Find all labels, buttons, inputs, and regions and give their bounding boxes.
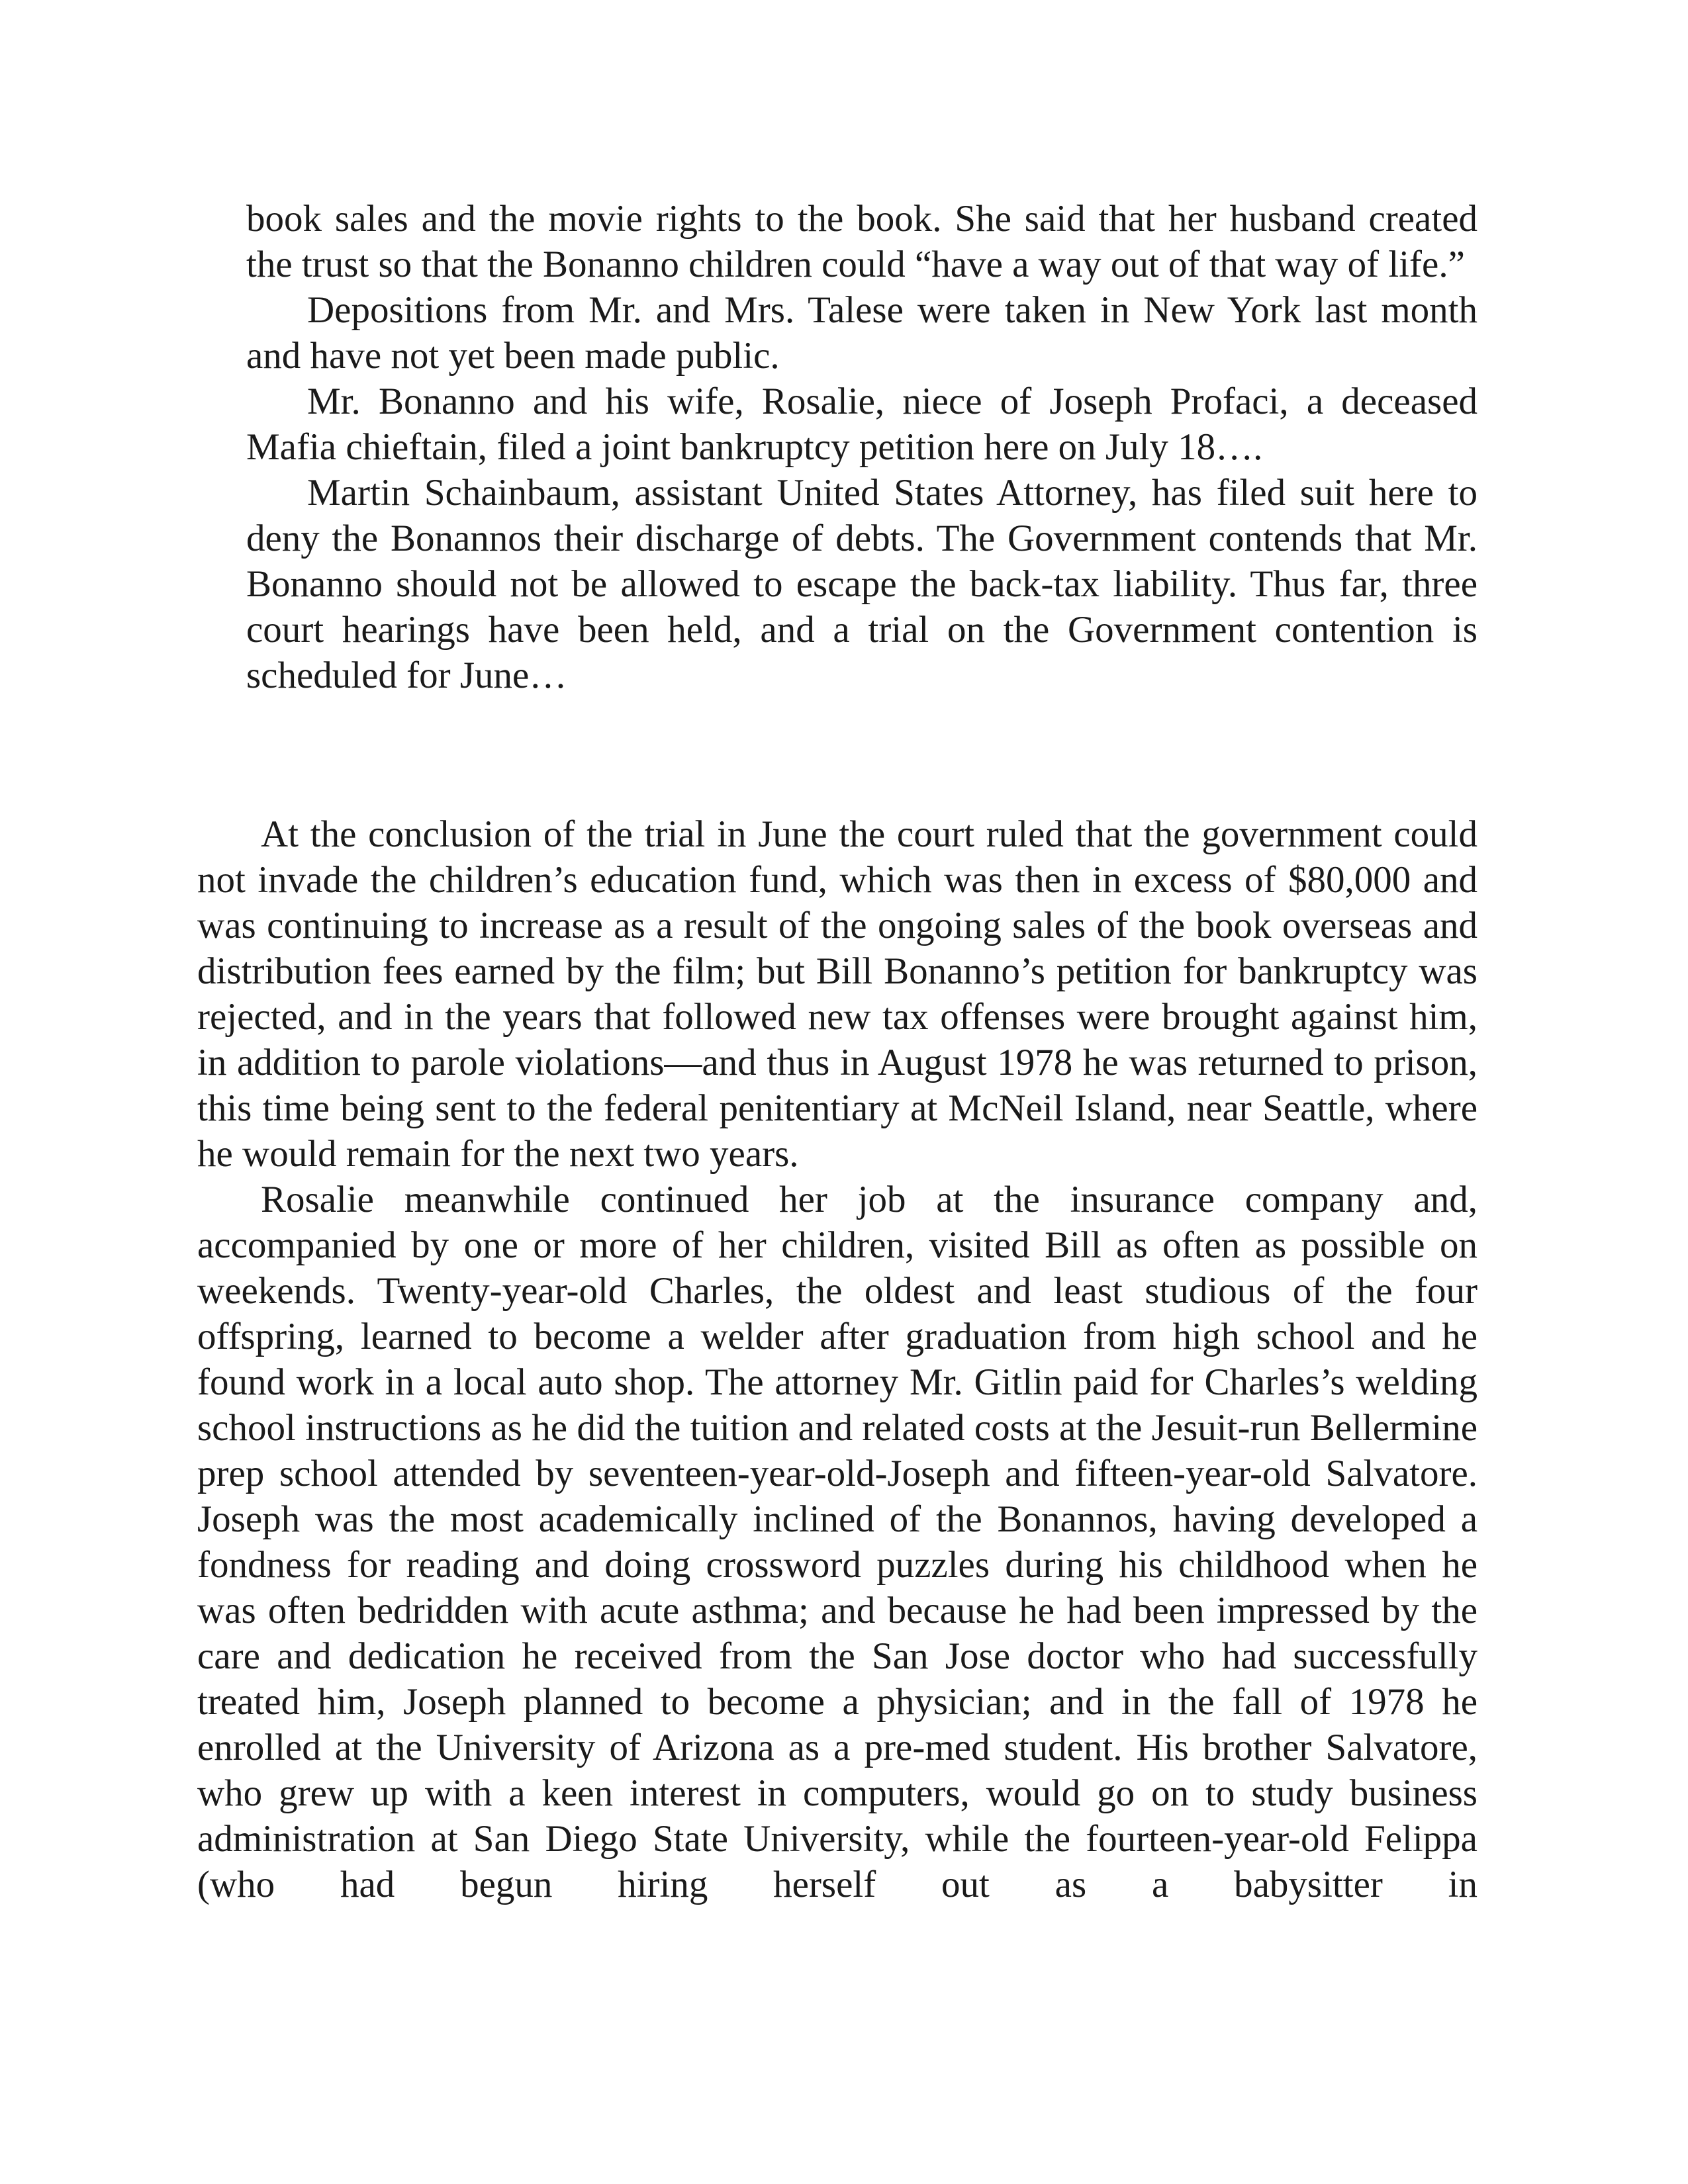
body-text xyxy=(197,811,1477,1907)
body-paragraph: Rosalie meanwhile continued her job at the insurance company and, accompanied by one or more of her children, visited Bill as often as possible on weekends. Twenty-year-old Charles, the oldest and least studious of the four offspring, learned to become a welder after graduation from high school and he found work in a local auto shop. The attorney Mr. Gitlin paid for Charles’s welding school instructions as he did the tuition and related costs at the Jesuit-run Bellermine prep school attended by seventeen-year-old-Joseph and fifteen-year-old Salvatore. Joseph was the most academically inclined of the Bonannos, having developed a fondness for reading and doing crossword puzzles during his childhood when he was often bedridden with acute asthma; and because he had been impressed by the care and dedication he received from the San Jose doctor who had successfully treated him, Joseph planned to become a physician; and in the fall of 1978 he enrolled at the University of Arizona as a pre-med student. His brother Salvatore, who grew up with a keen interest in computers, would go on to study business administration at San Diego State University, while the fourteen-year-old Felippa (who had begun hiring herself out as a babysitter in xyxy=(197,1179,1477,1905)
quote-paragraph: book sales and the movie rights to the book. She said that her husband created the trust so that the Bonanno children could “have a way out of that way of life.” xyxy=(246,198,1477,285)
quote-paragraph: Mr. Bonanno and his wife, Rosalie, niece of Joseph Profaci, a deceased Mafia chieftain, filed a joint bankruptcy petition here on July 18…. xyxy=(246,381,1477,468)
quote-paragraph: Depositions from Mr. and Mrs. Talese were taken in New York last month and have not yet been made public. xyxy=(246,289,1477,377)
quoted-news-excerpt xyxy=(246,196,1477,698)
quote-paragraph: Martin Schainbaum, assistant United States Attorney, has filed suit here to deny the Bonannos their discharge of debts. The Government contends that Mr. Bonanno should not be allowed to escape the back-tax liability. Thus far, three court hearings have been held, and a trial on the Government contention is scheduled for June… xyxy=(246,472,1477,696)
body-paragraph: At the conclusion of the trial in June the court ruled that the government could not invade the children’s education fund, which was then in excess of $80,000 and was continuing to increase as a result of the ongoing sales of the book overseas and distribution fees earned by the film; but Bill Bonanno’s petition for bankruptcy was rejected, and in the years that followed new tax offenses were brought against him, in addition to parole violations—and thus in August 1978 he was returned to prison, this time being sent to the federal penitentiary at McNeil Island, near Seattle, where he would remain for the next two years. xyxy=(197,813,1477,1175)
